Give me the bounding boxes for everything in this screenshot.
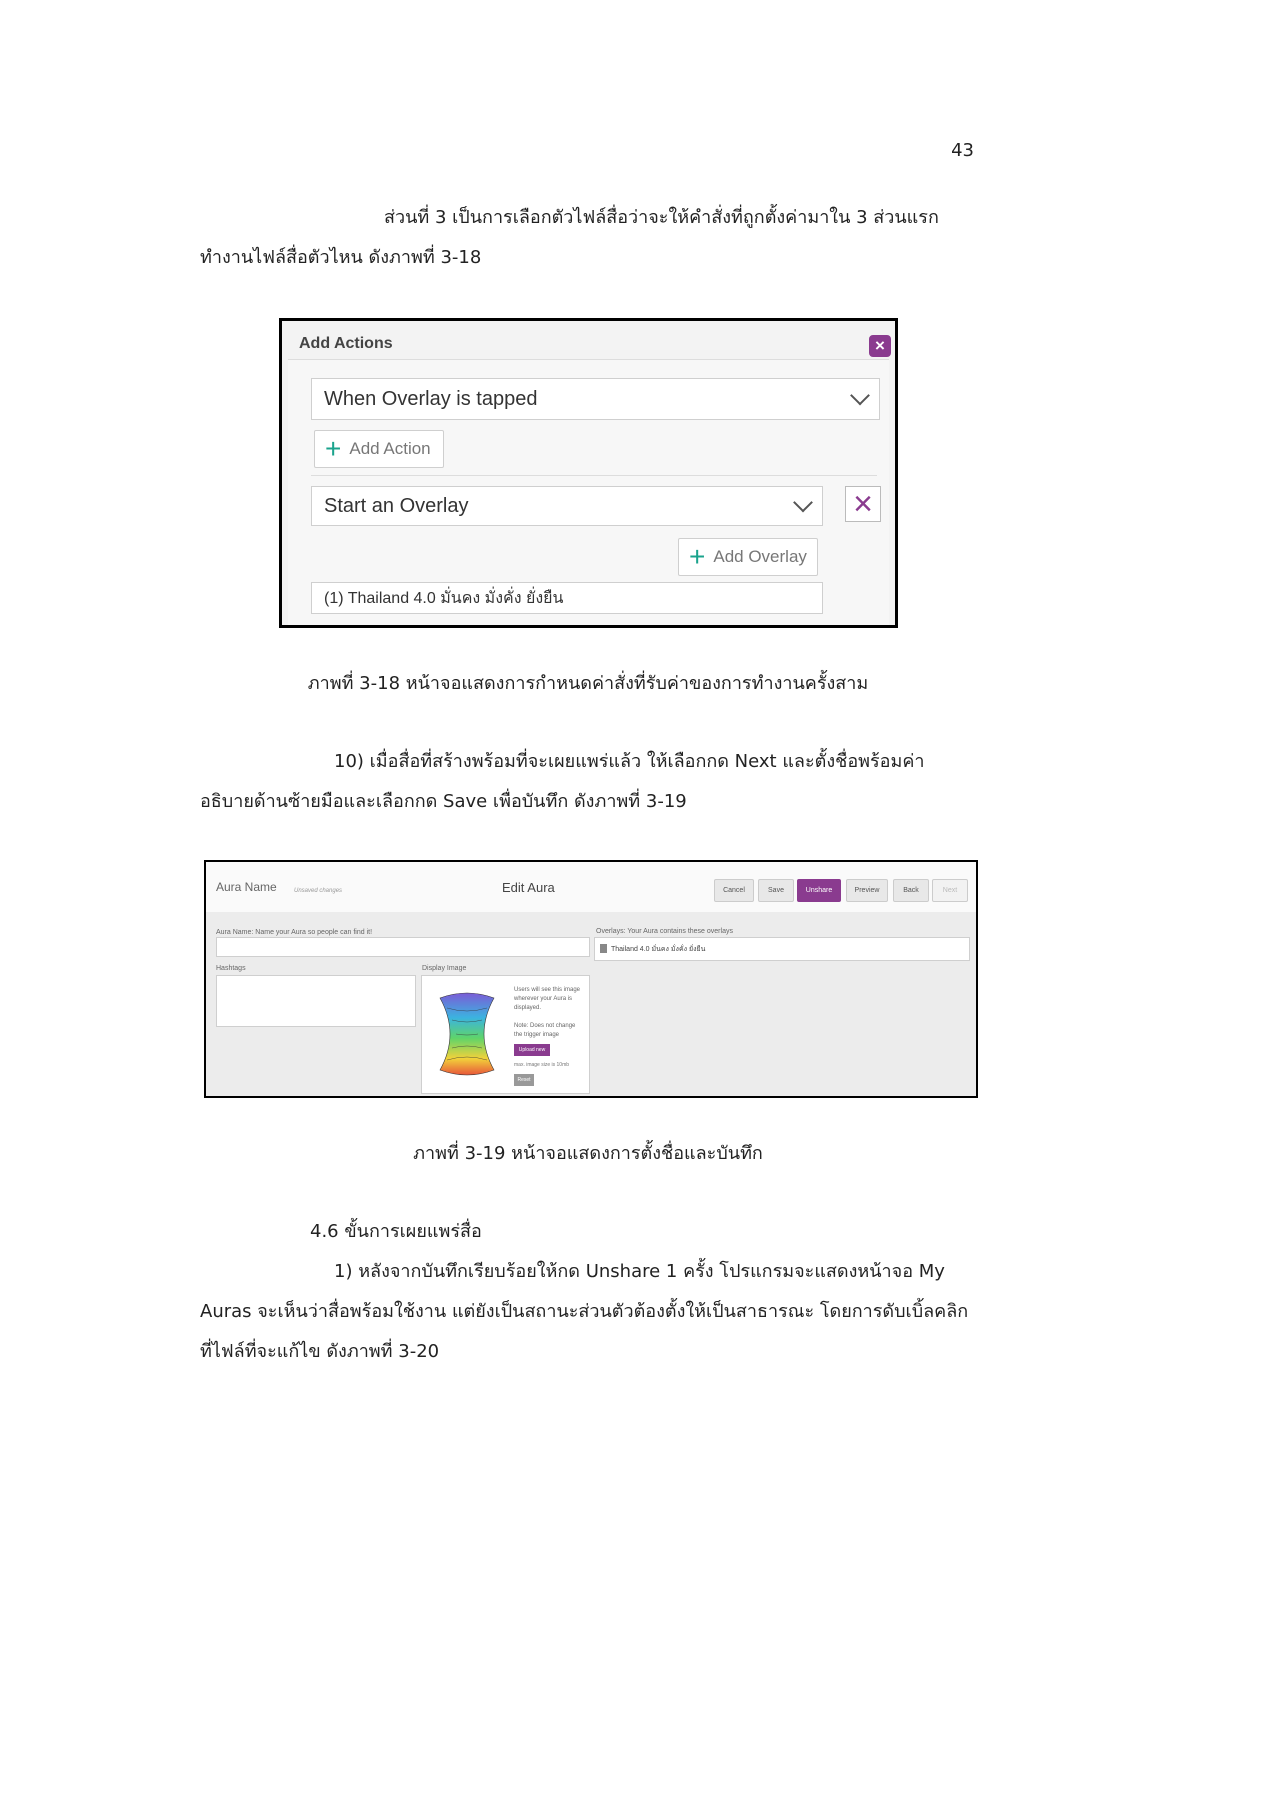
divider <box>311 475 877 476</box>
paragraph-line: ส่วนที่ 3 เป็นการเลือกตัวไฟล์สื่อว่าจะให้คำสั่งที่ถูกตั้งค่ามาใน 3 ส่วนแรก <box>384 207 939 228</box>
preview-button[interactable]: Preview <box>846 879 888 902</box>
display-info: Users will see this image wherever your Aura is displayed. <box>514 987 581 1011</box>
chevron-down-icon <box>850 386 870 406</box>
page-number: 43 <box>951 140 974 161</box>
paragraph-line: Auras จะเห็นว่าสื่อพร้อมใช้งาน แต่ยังเป็นสถานะส่วนตัวต้องตั้งให้เป็นสาธารณะ โดยการดับเบิ้ลคลิก <box>200 1301 969 1322</box>
add-overlay-button[interactable] <box>678 538 818 576</box>
chevron-down-icon <box>793 493 813 513</box>
add-actions-dialog <box>279 318 898 628</box>
remove-action-icon[interactable]: × <box>845 486 881 522</box>
paragraph-line: 10) เมื่อสื่อที่สร้างพร้อมที่จะเผยแพร่แล้ว ให้เลือกกด Next และตั้งชื่อพร้อมค่า <box>334 751 925 772</box>
close-icon[interactable]: × <box>869 335 891 357</box>
next-button[interactable]: Next <box>932 879 968 902</box>
aura-name-input[interactable] <box>216 937 590 957</box>
paragraph-line: ที่ไฟล์ที่จะแก้ไข ดังภาพที่ 3-20 <box>200 1341 440 1362</box>
display-note: Note: Does not change the trigger image <box>514 1023 576 1038</box>
add-overlay-label: Add Overlay <box>713 547 807 566</box>
display-image-label: Display Image <box>422 965 467 972</box>
page-title: Edit Aura <box>502 880 555 895</box>
overlay-item-label: (1) Thailand 4.0 มั่นคง มั่งคั่ง ยั่งยืน <box>324 589 564 607</box>
overlay-item-label[interactable]: Thailand 4.0 มั่นคง มั่งคั่ง ยั่งยืน <box>611 946 706 953</box>
edit-aura-header <box>206 862 976 912</box>
edit-aura-screen <box>204 860 978 1098</box>
paragraph-line: 1) หลังจากบันทึกเรียบร้อยให้กด Unshare 1 ครั้ง โปรแกรมจะแสดงหน้าจอ My <box>334 1261 945 1282</box>
trigger-select-value: When Overlay is tapped <box>324 387 538 410</box>
action-select[interactable] <box>311 486 823 526</box>
back-button[interactable]: Back <box>893 879 929 902</box>
trigger-select[interactable] <box>311 378 880 420</box>
cancel-button[interactable]: Cancel <box>714 879 754 902</box>
action-select-value: Start an Overlay <box>324 494 469 517</box>
hyperboloid-image <box>432 984 502 1084</box>
add-action-button[interactable] <box>314 430 444 468</box>
figure-caption: ภาพที่ 3-18 หน้าจอแสดงการกำหนดค่าสั่งที่รับค่าของการทำงานครั้งสาม <box>307 673 869 694</box>
paragraph-line: ทำงานไฟล์สื่อตัวไหน ดังภาพที่ 3-18 <box>200 247 482 268</box>
section-heading: 4.6 ขั้นการเผยแพร่สื่อ <box>310 1221 482 1242</box>
add-action-label: Add Action <box>349 439 431 458</box>
hashtags-label: Hashtags <box>216 965 246 972</box>
figure-caption: ภาพที่ 3-19 หน้าจอแสดงการตั้งชื่อและบันทึก <box>413 1143 763 1164</box>
unsaved-status: Unsaved changes <box>294 888 343 894</box>
unshare-button[interactable]: Unshare <box>797 879 841 902</box>
display-image-panel <box>421 975 590 1094</box>
overlay-list <box>594 937 970 961</box>
aura-name-title: Aura Name <box>216 880 277 894</box>
reset-button[interactable]: Reset <box>514 1074 534 1086</box>
plus-icon: + <box>689 541 706 572</box>
paragraph-line: อธิบายด้านซ้ายมือและเลือกกด Save เพื่อบันทึก ดังภาพที่ 3-19 <box>200 791 687 812</box>
aura-name-label: Aura Name: Name your Aura so people can find it! <box>216 929 373 936</box>
overlay-icon <box>600 944 607 953</box>
hashtags-input[interactable] <box>216 975 416 1027</box>
max-size-note: max. image size is 10mb <box>514 1062 570 1068</box>
dialog-title: Add Actions <box>299 335 393 352</box>
overlay-item[interactable] <box>311 582 823 614</box>
dialog-panel <box>288 359 889 625</box>
upload-new-button[interactable]: Upload new <box>514 1044 550 1056</box>
save-button[interactable]: Save <box>758 879 794 902</box>
overlays-label: Overlays: Your Aura contains these overlays <box>596 928 733 935</box>
plus-icon: + <box>325 433 342 464</box>
